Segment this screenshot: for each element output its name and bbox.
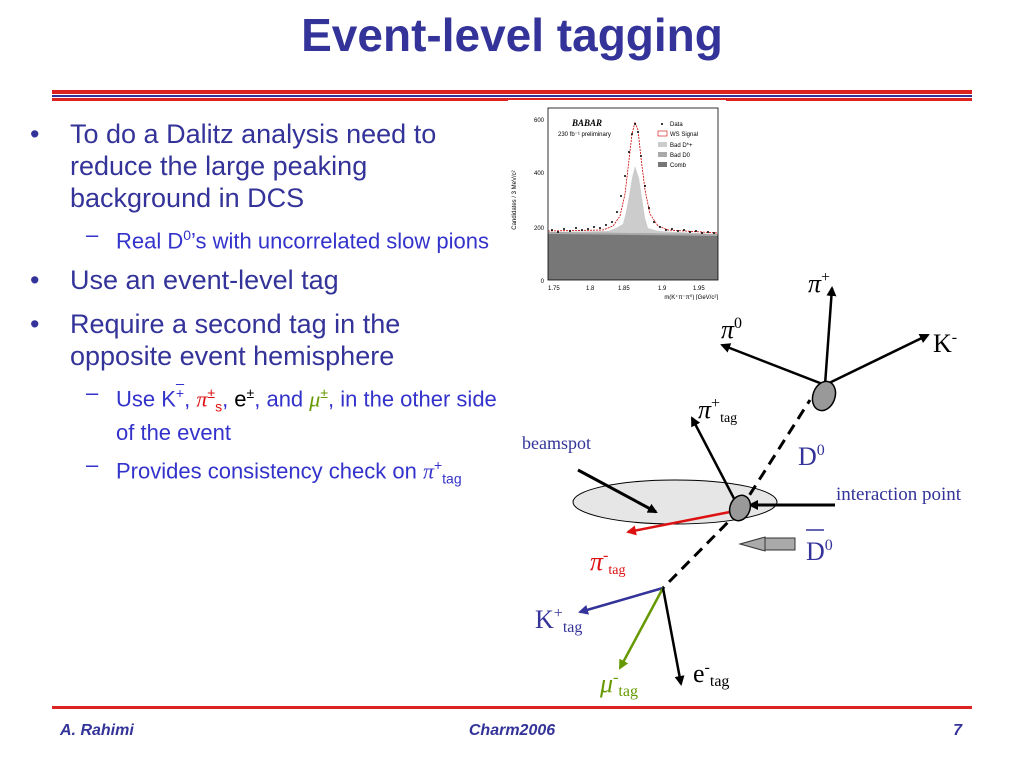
- bullet-dot: •: [30, 119, 40, 149]
- muon-symbol: μ: [309, 386, 321, 412]
- label-pi-plus-tag: $\pi^+_{tag}$: [698, 395, 738, 426]
- bullet-dot: •: [30, 309, 40, 340]
- bullet-second-tag: [30, 308, 505, 372]
- sub-bullet-dash: –: [86, 222, 99, 247]
- bullet-event-level-tag: [30, 264, 505, 296]
- label-k-plus-tag: $K^+_{tag}$: [535, 605, 583, 636]
- footer-divider: [52, 706, 972, 709]
- pi-tag-sub: tag: [442, 470, 462, 487]
- legend-comb: Comb: [670, 163, 687, 169]
- title-divider-mid: [52, 95, 972, 97]
- legend-bad-d0: Bad D0: [670, 153, 691, 159]
- e-minus-tag-track: [663, 588, 681, 684]
- plot-xlabel: m(K⁺π⁻π⁰) [GeV/c²]: [664, 295, 718, 300]
- label-d0-bar: $D^0$: [806, 537, 833, 566]
- sub-bullet-dash: –: [86, 380, 99, 406]
- bullet-dot: •: [30, 265, 40, 296]
- bullet-list: [30, 118, 505, 502]
- pi-slow-sub: s: [215, 399, 223, 416]
- use-k-text: Use K: [116, 386, 176, 412]
- k-charge-sup: +: [175, 385, 185, 402]
- plot-xtick-19: 1.9: [658, 286, 667, 292]
- electron-symbol: e: [234, 386, 247, 412]
- plot-ylabel: Candidates / 3 MeV/c²: [512, 170, 518, 230]
- plot-xtick-185: 1.85: [618, 286, 630, 292]
- pi-slow-symbol: π: [196, 386, 208, 412]
- d0bar-arrow-body: [765, 538, 795, 550]
- bullet-event-level-tag-text: Use an event-level tag: [70, 265, 339, 296]
- plot-ytick-0: 0: [540, 279, 544, 285]
- plot-ytick-200: 200: [533, 226, 544, 232]
- label-pi-plus: π+: [808, 269, 831, 298]
- pi-zero-track: [722, 345, 825, 385]
- plot-lumi: 230 fb⁻¹ preliminary: [558, 132, 611, 138]
- bullet-dalitz-text: To do a Dalitz analysis need to reduce the large peaking background in DCS: [70, 119, 437, 213]
- sub-bullet-use-tags: – Use K+, $\pi^\pm_s$, e±, and μ±, in the other side of the event: [86, 380, 497, 446]
- label-d0: $D^0$: [798, 442, 825, 471]
- sub-bullet-dash: –: [86, 452, 99, 478]
- pi-tag-symbol: π: [422, 458, 434, 484]
- k-minus-track: [825, 335, 928, 385]
- footer-author: A. Rahimi: [60, 722, 134, 739]
- k-plus-tag-track: [580, 588, 663, 612]
- d0-decay-vertex: [809, 378, 840, 414]
- diagram-labels: [522, 269, 962, 700]
- slide-title: Event-level tagging: [301, 9, 723, 61]
- label-beamspot: beamspot: [522, 433, 591, 453]
- label-pi-minus-tag: $\pi^-_{tag}$: [590, 547, 626, 578]
- sub-bullet-real-d0-post: ’s with uncorrelated slow pions: [191, 228, 490, 254]
- plot-xtick-18: 1.8: [586, 286, 595, 292]
- title-divider-top: [52, 90, 972, 94]
- use-tags-tail: , in the other side of the event: [116, 386, 497, 446]
- pi-slow-sup: ±: [207, 385, 216, 402]
- legend-data: Data: [670, 122, 683, 128]
- label-e-minus-tag: $e^-_{tag}$: [693, 659, 730, 690]
- label-k-minus: K-: [933, 329, 958, 358]
- plot-xtick-195: 1.95: [693, 286, 705, 292]
- pi-tag-sup: +: [433, 457, 443, 474]
- legend-bad-dstar: Bad D*+: [670, 143, 693, 149]
- muon-sup: ±: [320, 385, 329, 402]
- d0bar-arrow-head: [740, 537, 765, 551]
- bullet-second-tag-text: Require a second tag in the opposite event hemisphere: [70, 309, 401, 372]
- sub-bullet-consistency: [30, 452, 505, 492]
- plot-ytick-600: 600: [533, 118, 544, 124]
- electron-sup: ±: [246, 385, 255, 402]
- bullet-dalitz: [30, 118, 505, 214]
- and-text: , and: [254, 386, 310, 412]
- sub-bullet-real-d0-sup: 0: [183, 227, 192, 243]
- sub-bullet-real-d0: [30, 222, 505, 254]
- label-mu-minus-tag: $\mu^-_{tag}$: [600, 669, 638, 700]
- consistency-text: Provides consistency check on: [116, 458, 423, 484]
- sub-bullet-real-d0-pre: Real D: [116, 228, 184, 254]
- plot-ytick-400: 400: [533, 171, 544, 177]
- footer-conference: Charm2006: [468, 722, 556, 739]
- plot-xtick-175: 1.75: [548, 286, 560, 292]
- pi-plus-track: [825, 288, 832, 385]
- mu-minus-tag-track: [620, 588, 663, 668]
- event-topology-diagram: [500, 255, 1024, 710]
- legend-ws-signal: WS Signal: [670, 132, 699, 138]
- plot-experiment: BABAR: [572, 118, 603, 128]
- label-interaction-point: interaction point: [836, 484, 962, 505]
- footer-page-number: 7: [953, 722, 962, 739]
- label-pi-zero: $\pi^0$: [721, 315, 743, 344]
